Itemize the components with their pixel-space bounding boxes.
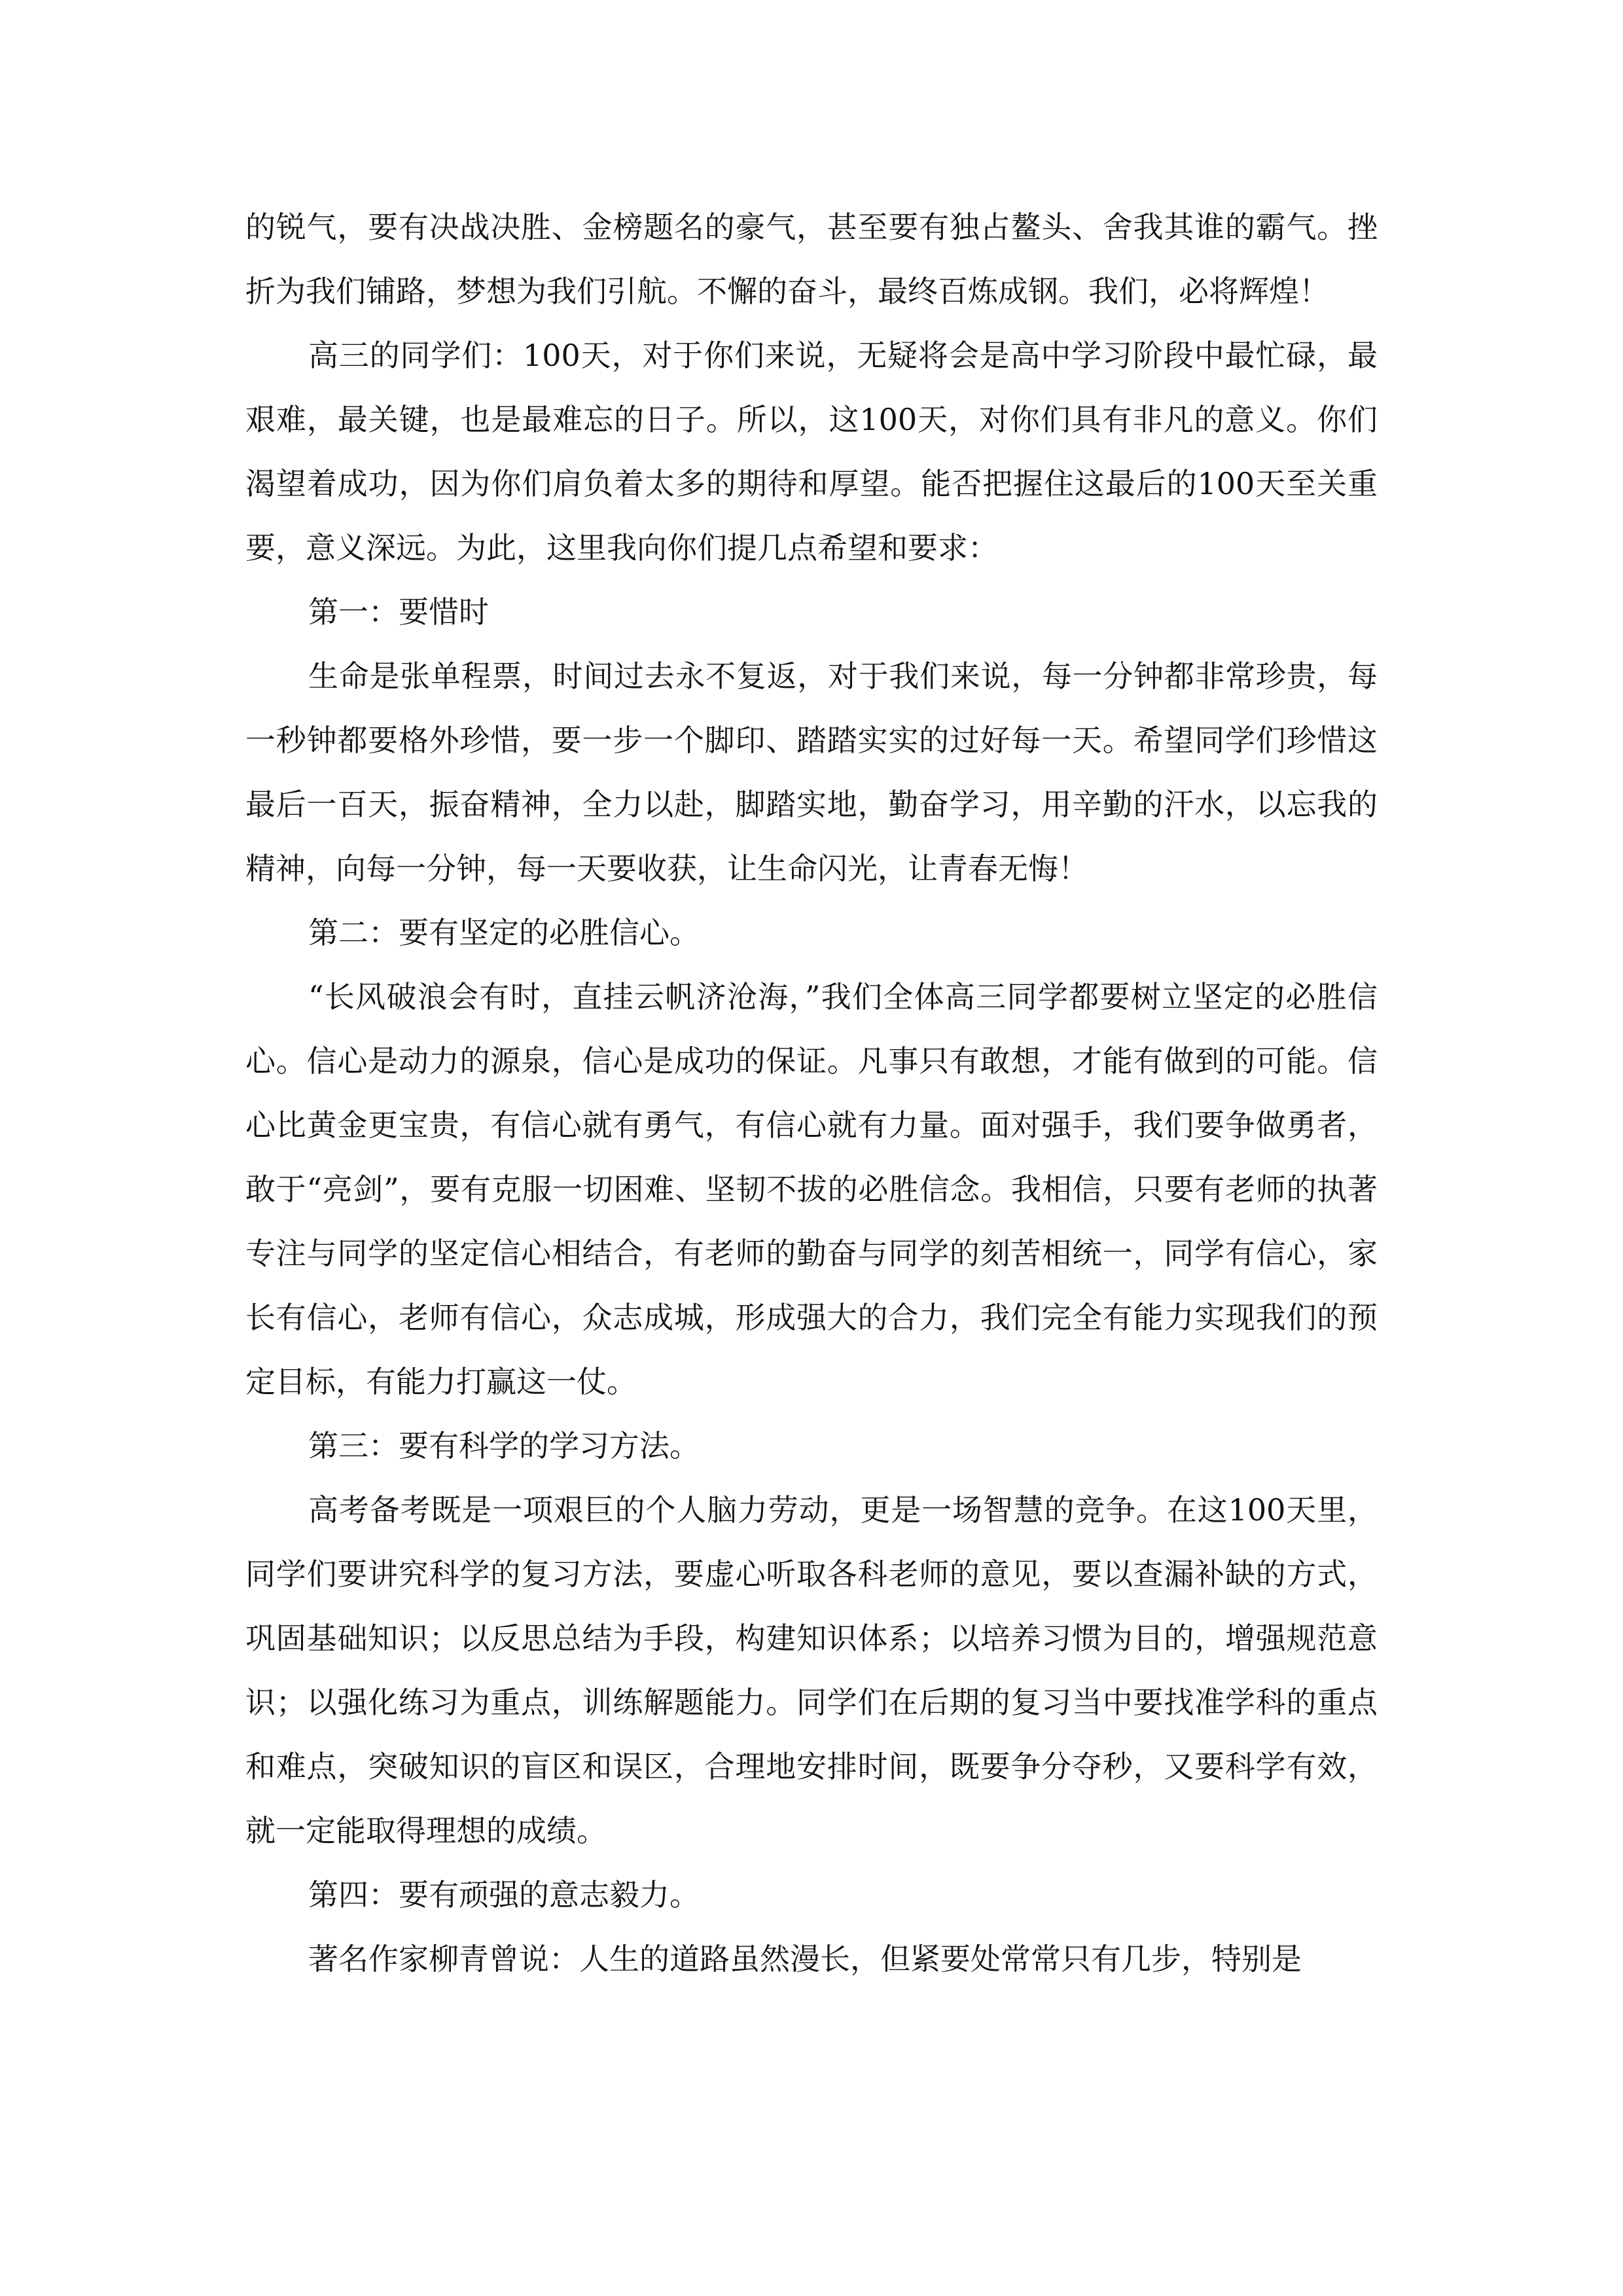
paragraph-point-2: “长风破浪会有时，直挂云帆济沧海，”我们全体高三同学都要树立坚定的必胜信心。信心是动力的源泉，信心是成功的保证。凡事只有敢想，才能有做到的可能。信心比黄金更宝贵，有信心就有勇气，有信心就有力量。面对强手，我们要争做勇者，敢于“亮剑”，要有克服一切困难、坚韧不拔的必胜信念。我相信，只要有老师的执著专注与同学的坚定信心相结合，有老师的勤奋与同学的刻苦相统一，同学有信心，家长有信心，老师有信心，众志成城，形成强大的合力，我们完全有能力实现我们的预定目标，有能力打赢这一仗。 (245, 979, 1378, 1399)
document-body (245, 195, 1378, 1991)
paragraph-continuation: 的锐气，要有决战决胜、金榜题名的豪气，甚至要有独占鳌头、舍我其谁的霸气。挫折为我们铺路，梦想为我们引航。不懈的奋斗，最终百炼成钢。我们，必将辉煌！ (245, 209, 1378, 309)
heading-point-2: 第二：要有坚定的必胜信心。 (308, 915, 700, 950)
paragraph-address: 高三的同学们：100天，对于你们来说，无疑将会是高中学习阶段中最忙碌，最艰难，最关键，也是最难忘的日子。所以，这100天，对你们具有非凡的意义。你们渴望着成功，因为你们肩负着太多的期待和厚望。能否把握住这最后的100天至关重要，意义深远。为此，这里我向你们提几点希望和要求： (245, 338, 1378, 565)
heading-point-3: 第三：要有科学的学习方法。 (308, 1428, 700, 1463)
paragraph-point-4: 著名作家柳青曾说：人生的道路虽然漫长，但紧要处常常只有几步，特别是 (308, 1941, 1302, 1977)
paragraph-point-1: 生命是张单程票，时间过去永不复返，对于我们来说，每一分钟都非常珍贵，每一秒钟都要格外珍惜，要一步一个脚印、踏踏实实的过好每一天。希望同学们珍惜这最后一百天，振奋精神，全力以赴，脚踏实地，勤奋学习，用辛勤的汗水，以忘我的精神，向每一分钟，每一天要收获，让生命闪光，让青春无悔！ (245, 658, 1378, 886)
heading-point-4: 第四：要有顽强的意志毅力。 (308, 1877, 700, 1912)
heading-point-1: 第一：要惜时 (308, 594, 489, 630)
paragraph-point-3: 高考备考既是一项艰巨的个人脑力劳动，更是一场智慧的竞争。在这100天里，同学们要讲究科学的复习方法，要虚心听取各科老师的意见，要以查漏补缺的方式，巩固基础知识；以反思总结为手段，构建知识体系；以培养习惯为目的，增强规范意识；以强化练习为重点，训练解题能力。同学们在后期的复习当中要找准学科的重点和难点，突破知识的盲区和误区，合理地安排时间，既要争分夺秒，又要科学有效，就一定能取得理想的成绩。 (245, 1492, 1378, 1848)
